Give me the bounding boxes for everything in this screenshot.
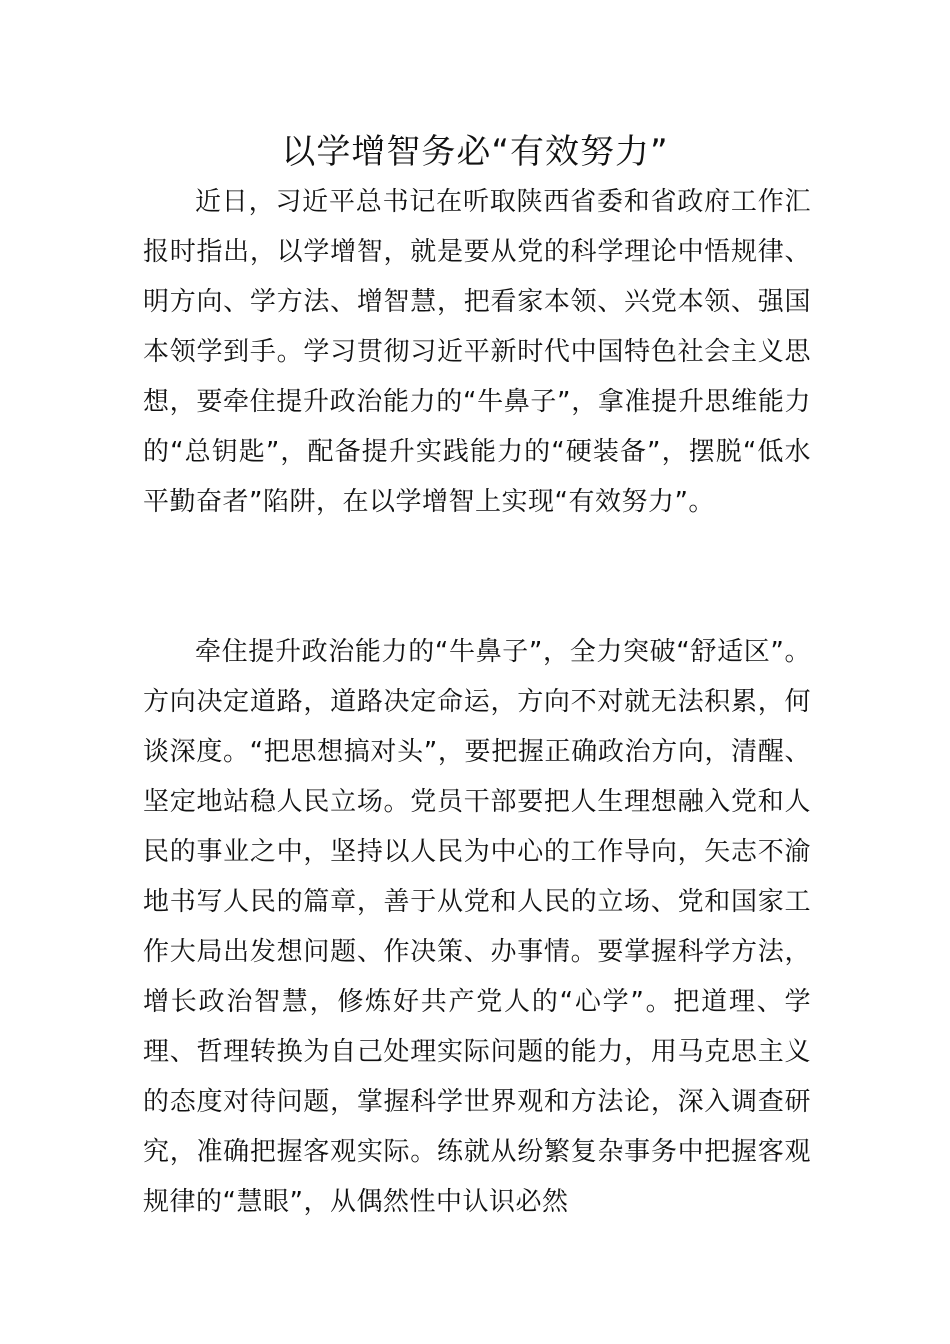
- document-title: 以学增智务必“有效努力”: [281, 132, 669, 172]
- paragraph-intro: 近日，习近平总书记在听取陕西省委和省政府工作汇报时指出，以学增智，就是要从党的科学理论中悟规律、明方向、学方法、增智慧，把看家本领、兴党本领、强国本领学到手。学习贯彻习近平新时代中国特色社会主义思想，要牵住提升政治能力的“牛鼻子”，拿准提升思维能力的“总钥匙”，配备提升实践能力的“硬装备”，摆脱“低水平勤奋者”陷阱，在以学增智上实现“有效努力”。: [143, 187, 811, 517]
- paragraph-political-ability: 牵住提升政治能力的“牛鼻子”，全力突破“舒适区”。方向决定道路，道路决定命运，方向不对就无法积累，何谈深度。“把思想搞对头”，要把握正确政治方向，清醒、坚定地站稳人民立场。党员干部要把人生理想融入党和人民的事业之中，坚持以人民为中心的工作导向，矢志不渝地书写人民的篇章，善于从党和人民的立场、党和国家工作大局出发想问题、作决策、办事情。要掌握科学方法，增长政治智慧，修炼好共产党人的“心学”。把道理、学理、哲理转换为自己处理实际问题的能力，用马克思主义的态度对待问题，掌握科学世界观和方法论，深入调查研究，准确把握客观实际。练就从纷繁复杂事务中把握客观规律的“慧眼”，从偶然性中认识必然: [143, 637, 811, 1217]
